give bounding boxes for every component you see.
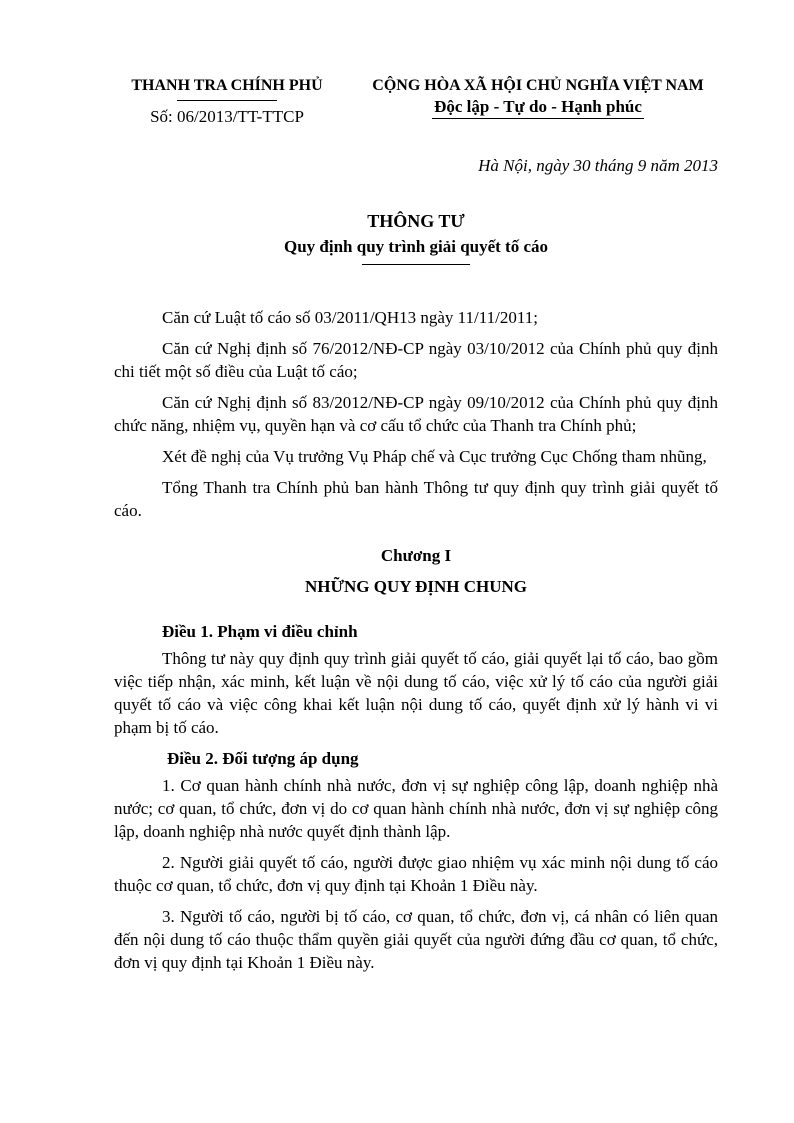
document-type: THÔNG TƯ (367, 211, 465, 231)
nation-name: CỘNG HÒA XÃ HỘI CHỦ NGHĨA VIỆT NAM (372, 77, 704, 94)
chapter-title: NHỮNG QUY ĐỊNH CHUNG (304, 577, 528, 596)
article-2-item: 3. Người tố cáo, người bị tố cáo, cơ quan, tổ chức, đơn vị, cá nhân có liên quan đến nội dung tố cáo thuộc thẩm quyền giải quyết của người đứng đầu cơ quan, tổ chức, đơn vị quy định tại Khoản 1 Điều này. (114, 907, 718, 972)
title-block (114, 210, 718, 265)
preamble-paragraph: Tổng Thanh tra Chính phủ ban hành Thông tư quy định quy trình giải quyết tố cáo. (114, 478, 718, 520)
issuer-name: THANH TRA CHÍNH PHỦ (131, 77, 323, 94)
chapter-number: Chương I (380, 546, 452, 565)
preamble-paragraph: Căn cứ Nghị định số 83/2012/NĐ-CP ngày 09/10/2012 của Chính phủ quy định chức năng, nhiệm vụ, quyền hạn và cơ cấu tổ chức của Thanh tra Chính phủ; (114, 393, 718, 435)
document-body (114, 306, 718, 982)
document-subject: Quy định quy trình giải quyết tố cáo (283, 237, 549, 256)
title-underline (362, 264, 470, 265)
preamble-paragraph: Căn cứ Luật tố cáo số 03/2011/QH13 ngày 11/11/2011; (162, 308, 538, 327)
article-1-heading: Điều 1. Phạm vi điều chỉnh (162, 622, 358, 641)
document-number: Số: 06/2013/TT-TTCP (150, 107, 304, 126)
article-2-item: 2. Người giải quyết tố cáo, người được giao nhiệm vụ xác minh nội dung tố cáo thuộc cơ quan, tổ chức, đơn vị quy định tại Khoản 1 Điều này. (114, 853, 718, 895)
article-2-heading: Điều 2. Đối tượng áp dụng (167, 749, 359, 768)
national-motto: Độc lập - Tự do - Hạnh phúc (432, 96, 644, 119)
preamble-paragraph: Xét đề nghị của Vụ trưởng Vụ Pháp chế và Cục trưởng Cục Chống tham nhũng, (162, 447, 707, 466)
national-header (352, 76, 724, 119)
issuer-block (110, 76, 344, 127)
place-date: Hà Nội, ngày 30 tháng 9 năm 2013 (478, 156, 718, 175)
issuer-underline (177, 100, 277, 101)
article-2-item: 1. Cơ quan hành chính nhà nước, đơn vị sự nghiệp công lập, doanh nghiệp nhà nước; cơ quan, tổ chức, đơn vị do cơ quan hành chính nhà nước, đơn vị sự nghiệp công lập, doanh nghiệp nhà nước quyết định thành lập. (114, 776, 718, 841)
article-1-text: Thông tư này quy định quy trình giải quyết tố cáo, giải quyết lại tố cáo, bao gồm việc tiếp nhận, xác minh, kết luận về nội dung tố cáo, việc xử lý tố cáo của người giải quyết tố cáo và việc công khai kết luận nội dung tố cáo, quyết định xử lý hành vi vi phạm bị tố cáo. (114, 649, 718, 737)
preamble-paragraph: Căn cứ Nghị định số 76/2012/NĐ-CP ngày 03/10/2012 của Chính phủ quy định chi tiết một số điều của Luật tố cáo; (114, 339, 718, 381)
